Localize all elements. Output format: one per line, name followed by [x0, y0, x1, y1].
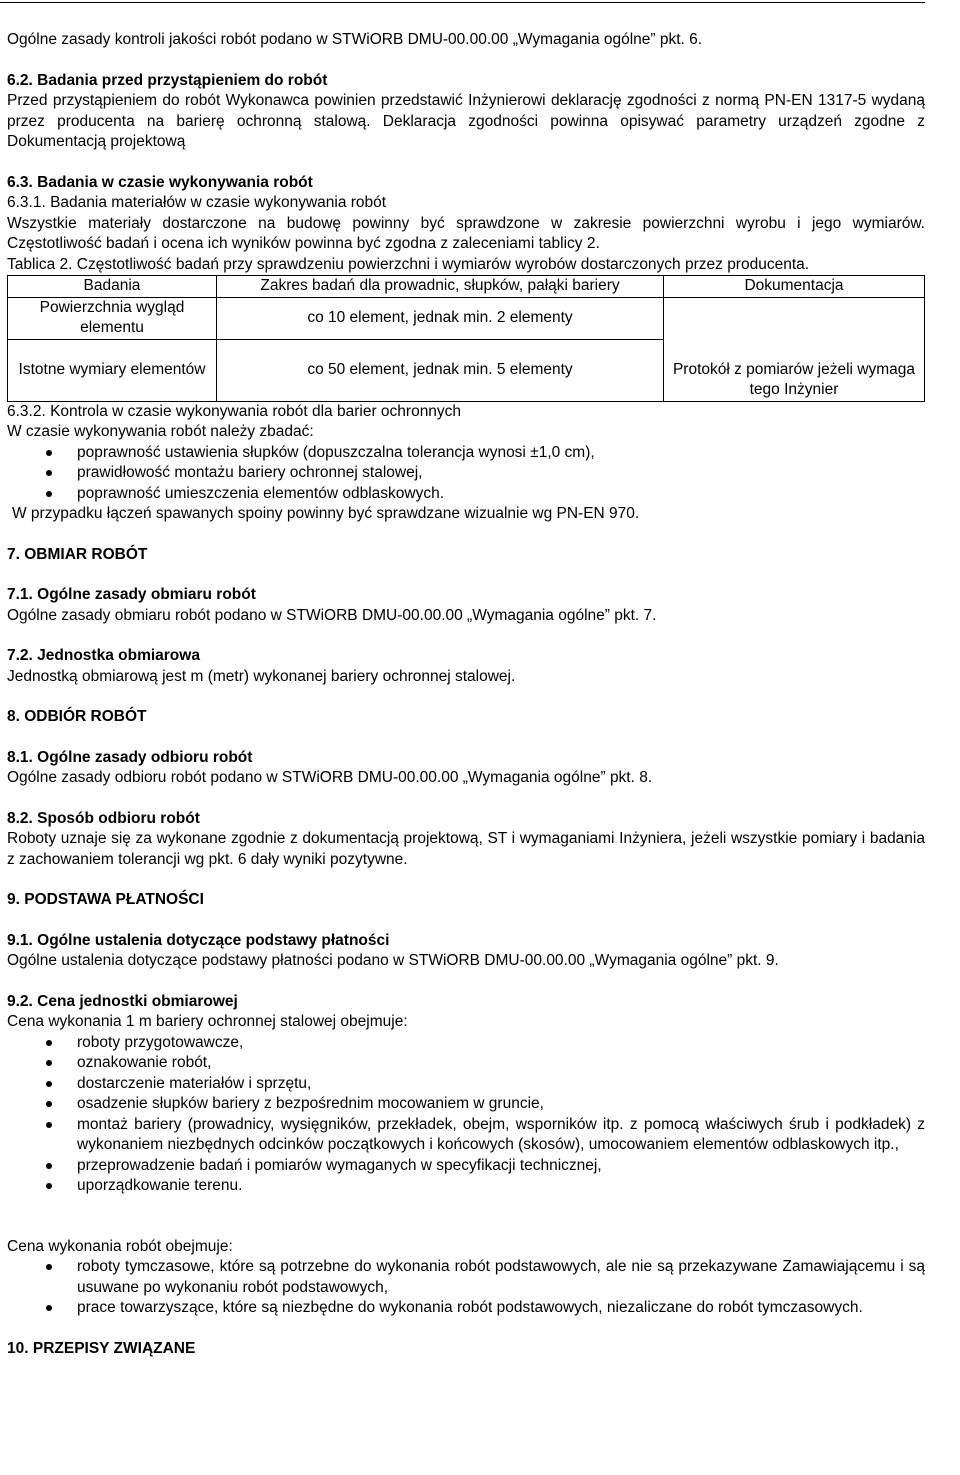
intro-paragraph: Ogólne zasady kontroli jakości robót podano w STWiORB DMU-00.00.00 „Wymagania ogólne” pkt. 6. [7, 31, 703, 48]
paragraph-6-2: Przed przystąpieniem do robót Wykonawca powinien przedstawić Inżynierowi deklarację zgodności z normą PN-EN 1317-5 wydaną przez producenta na barierę ochronną stalową. Deklaracja zgodności powinna opisywać parametry urządzeń zgodne z Dokumentacją projektową [7, 92, 925, 150]
heading-7: 7. OBMIAR ROBÓT [7, 545, 148, 563]
document-page [7, 0, 925, 1359]
list-item: prawidłowość montażu bariery ochronnej stalowej, [77, 463, 925, 484]
table-header-dokumentacja: Dokumentacja [664, 276, 925, 298]
paragraph-6-3-2: W czasie wykonywania robót należy zbadać: [7, 423, 314, 440]
heading-6-3-2: 6.3.2. Kontrola w czasie wykonywania robót dla barier ochronnych [7, 402, 462, 420]
table-cell-zakres-1: co 10 element, jednak min. 2 elementy [217, 297, 664, 339]
paragraph-9-2-b: Cena wykonania robót obejmuje: [7, 1237, 233, 1255]
heading-6-2: 6.2. Badania przed przystąpieniem do robót [7, 71, 328, 89]
heading-6-3-1: 6.3.1. Badania materiałów w czasie wykonywania robót [7, 194, 387, 211]
list-item: prace towarzyszące, które są niezbędne do wykonania robót podstawowych, niezaliczane do robót tymczasowych. [77, 1298, 925, 1319]
heading-9-1: 9.1. Ogólne ustalenia dotyczące podstawy płatności [7, 931, 390, 949]
heading-7-2: 7.2. Jednostka obmiarowa [7, 647, 200, 664]
list-item: dostarczenie materiałów i sprzętu, [77, 1074, 925, 1095]
list-item: roboty przygotowawcze, [77, 1033, 925, 1054]
table-cell-dokumentacja [664, 297, 925, 401]
paragraph-8-2: Roboty uznaje się za wykonane zgodnie z dokumentacją projektową, ST i wymaganiami Inżyniera, jeżeli wszystkie pomiary i badania z zachowaniem tolerancji wg pkt. 6 dały wyniki pozytywne. [7, 830, 925, 868]
heading-8-1: 8.1. Ogólne zasady odbioru robót [7, 748, 253, 766]
list-item: oznakowanie robót, [77, 1053, 925, 1074]
paragraph-6-3-2-end: W przypadku łączeń spawanych spoiny powinny być sprawdzane wizualnie wg PN-EN 970. [12, 505, 640, 522]
heading-9-2: 9.2. Cena jednostki obmiarowej [7, 992, 238, 1010]
heading-10: 10. PRZEPISY ZWIĄZANE [7, 1339, 196, 1357]
heading-7-1: 7.1. Ogólne zasady obmiaru robót [7, 586, 256, 603]
table-cell-wymiary: Istotne wymiary elementów [8, 339, 217, 401]
heading-6-3: 6.3. Badania w czasie wykonywania robót [7, 173, 313, 191]
list-item: osadzenie słupków bariery z bezpośrednim mocowaniem w gruncie, [77, 1094, 925, 1115]
table-header-zakres: Zakres badań dla prowadnic, słupków, pałąki bariery [217, 276, 664, 298]
list-item: roboty tymczasowe, które są potrzebne do wykonania robót podstawowych, ale nie są przekazywane Zamawiającemu i są usuwane po wykonaniu robót podstawowych, [77, 1257, 925, 1298]
list-item: poprawność umieszczenia elementów odblaskowych. [77, 484, 925, 505]
paragraph-7-1: Ogólne zasady obmiaru robót podano w STWiORB DMU-00.00.00 „Wymagania ogólne” pkt. 7. [7, 606, 657, 624]
table-caption: Tablica 2. Częstotliwość badań przy sprawdzeniu powierzchni i wymiarów wyrobów dostarczonych przez producenta. [7, 255, 810, 273]
list-6-3-2 [7, 443, 925, 505]
list-item: uporządkowanie terenu. [77, 1176, 925, 1197]
table-cell-powierzchnia: Powierzchnia wygląd elementu [8, 297, 217, 339]
list-item: przeprowadzenie badań i pomiarów wymaganych w specyfikacji technicznej, [77, 1156, 925, 1177]
list-item: poprawność ustawienia słupków (dopuszczalna tolerancja wynosi ±1,0 cm), [77, 443, 925, 464]
table-cell-zakres-2: co 50 element, jednak min. 5 elementy [217, 339, 664, 401]
paragraph-6-3-1: Wszystkie materiały dostarczone na budowę powinny być sprawdzone w zakresie powierzchni wyrobu i jego wymiarów. Częstotliwość badań i ocena ich wyników powinna być zgodna z zaleceniami tablicy 2. [7, 214, 925, 252]
heading-8: 8. ODBIÓR ROBÓT [7, 708, 147, 725]
paragraph-9-2: Cena wykonania 1 m bariery ochronnej stalowej obejmuje: [7, 1013, 408, 1030]
paragraph-7-2: Jednostką obmiarową jest m (metr) wykonanej bariery ochronnej stalowej. [7, 667, 516, 685]
heading-8-2: 8.2. Sposób odbioru robót [7, 809, 200, 827]
table-header-badania: Badania [8, 276, 217, 298]
table-2 [7, 275, 925, 402]
list-9-2-b [7, 1257, 925, 1319]
paragraph-9-1: Ogólne ustalenia dotyczące podstawy płatności podano w STWiORB DMU-00.00.00 „Wymagania ogólne” pkt. 9. [7, 952, 779, 969]
list-9-2 [7, 1033, 925, 1197]
paragraph-8-1: Ogólne zasady odbioru robót podano w STWiORB DMU-00.00.00 „Wymagania ogólne” pkt. 8. [7, 769, 653, 786]
table-cell-doc-text: Protokół z pomiarów jeżeli wymaga tego Inżynier [672, 360, 916, 398]
list-item: montaż bariery (prowadnicy, wysięgników, przekładek, obejm, wsporników itp. z pomocą właściwych śrub i podkładek) z wykonaniem niezbędnych odcinków początkowych i końcowych (skosów), umocowaniem elementów odblaskowych itp., [77, 1115, 925, 1156]
heading-9: 9. PODSTAWA PŁATNOŚCI [7, 891, 204, 908]
